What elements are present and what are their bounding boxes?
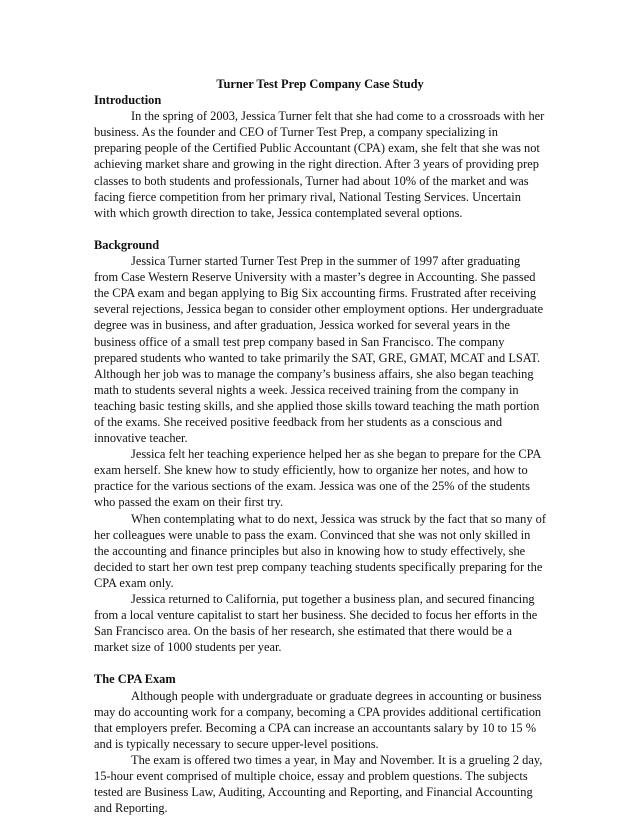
document-title: Turner Test Prep Company Case Study (216, 77, 424, 91)
section-cpa-exam (94, 671, 546, 816)
section-introduction (94, 92, 546, 221)
section-heading: The CPA Exam (94, 672, 176, 687)
paragraph: The exam is offered two times a year, in May and November. It is a grueling 2 day, 15-hour event comprised of multiple choice, essay and problem questions. The subjects tested are Business Law, Auditing, Accounting and Reporting, and Financial Accounting and Reporting. (94, 752, 543, 816)
document-body (94, 76, 546, 832)
section-heading: Background (94, 237, 160, 252)
paragraph: Jessica returned to California, put together a business plan, and secured financing from a local venture capitalist to start her business. She decided to focus her efforts in the San Francisco area. On the basis of her research, she estimated that there would be a market size of 1000 students per year. (94, 592, 538, 655)
section-heading: Introduction (94, 93, 162, 108)
paragraph: Jessica felt her teaching experience helped her as she began to prepare for the CPA exam herself. She knew how to study efficiently, how to organize her notes, and how to practice for the various sections of the exam. Jessica was one of the 25% of the students who passed the exam on their first try. (94, 447, 541, 510)
paragraph: Jessica Turner started Turner Test Prep in the summer of 1997 after graduating from Case Western Reserve University with a master’s degree in Accounting. She passed the CPA exam and began applying to Big Six accounting firms. Frustrated after receiving several rejections, Jessica began to consider other employment options. Her undergraduate degree was in business, and after graduation, Jessica worked for several years in the business office of a small test prep company based in San Francisco. The company prepared students who wanted to take primarily the SAT, GRE, GMAT, MCAT and LSAT. Although her job was to manage the company’s business affairs, she also began teaching math to students several nights a week. Jessica received training from the company in teaching basic testing skills, and she applied those skills toward teaching the math portion of the exams. She received positive feedback from her students as a conscious and innovative teacher. (94, 254, 544, 446)
paragraph: When contemplating what to do next, Jessica was struck by the fact that so many of her colleagues were unable to pass the exam. Convinced that she was not only skilled in the accounting and finance principles but also in knowing how to study effectively, she decided to start her own test prep company teaching students specifically preparing for the CPA exam only. (94, 511, 546, 590)
paragraph: In the spring of 2003, Jessica Turner felt that she had come to a crossroads with her business. As the founder and CEO of Turner Test Prep, a company specializing in preparing people of the Certified Public Accountant (CPA) exam, she felt that she was not achieving market share and growing in the right direction. After 3 years of providing prep classes to both students and professionals, Turner had about 10% of the market and was facing fierce competition from her primary rival, National Testing Services. Uncertain with which growth direction to take, Jessica contemplated several options. (94, 109, 545, 220)
section-background (94, 237, 546, 655)
paragraph: Although people with undergraduate or graduate degrees in accounting or business may do accounting work for a company, becoming a CPA provides additional certification that employers prefer. Becoming a CPA can increase an accountants salary by 10 to 15 % and is typically necessary to secure upper-level positions. (94, 688, 542, 751)
